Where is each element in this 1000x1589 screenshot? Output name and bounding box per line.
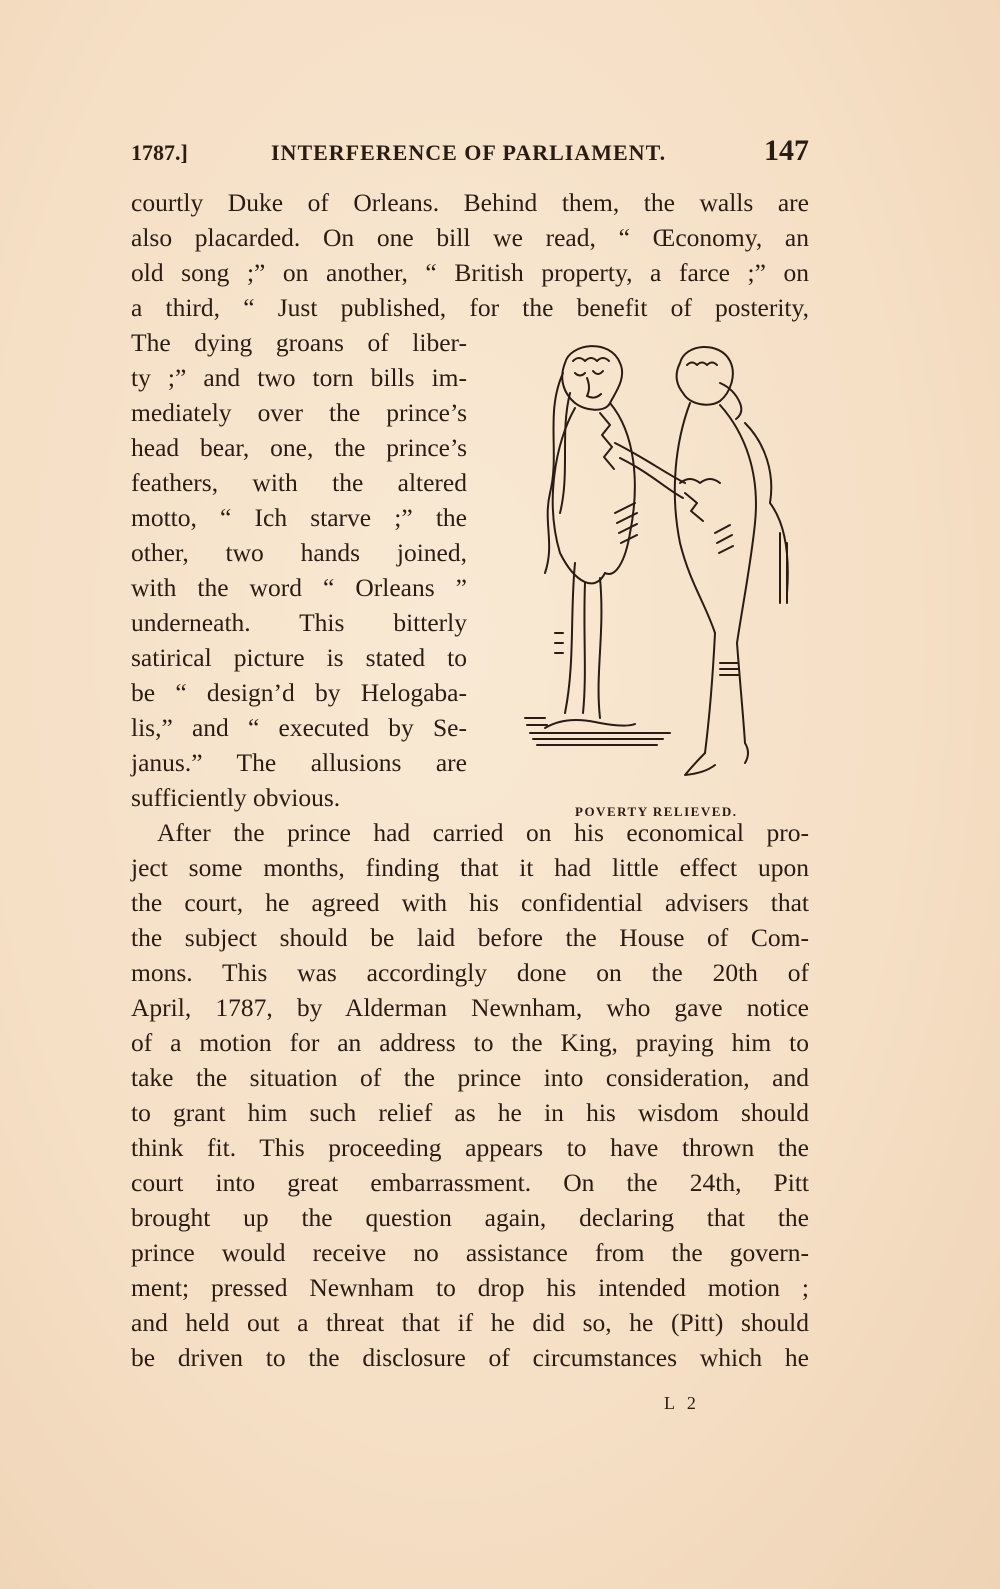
text-line: head bear, one, the prince’s (131, 433, 467, 462)
text-line: also placarded. On one bill we read, “ Œconomy, an (131, 223, 809, 252)
text-line: underneath. This bitterly (131, 608, 467, 637)
signature-mark: L 2 (664, 1393, 700, 1413)
text-line: be “ design’d by Helogaba- (131, 678, 467, 707)
text-line: janus.” The allusions are (131, 748, 467, 777)
text-line: old song ;” on another, “ British property, a farce ;” on (131, 258, 809, 287)
text-line: motto, “ Ich starve ;” the (131, 503, 467, 532)
illustration-caption: POVERTY RELIEVED. (575, 804, 738, 819)
text-line: The dying groans of liber- (131, 328, 467, 357)
header-year: 1787.] (131, 140, 188, 165)
poverty-relieved-illustration (515, 333, 805, 803)
text-line: a third, “ Just published, for the benefit of posterity, (131, 293, 809, 322)
text-line: the subject should be laid before the House of Com- (131, 923, 809, 952)
text-line: feathers, with the altered (131, 468, 467, 497)
text-line: to grant him such relief as he in his wisdom should (131, 1098, 809, 1127)
text-line: ty ;” and two torn bills im- (131, 363, 467, 392)
running-header (131, 136, 809, 176)
text-line: April, 1787, by Alderman Newnham, who gave notice (131, 993, 809, 1022)
text-line: take the situation of the prince into consideration, and (131, 1063, 809, 1092)
text-line: courtly Duke of Orleans. Behind them, the walls are (131, 188, 809, 217)
text-line: brought up the question again, declaring that the (131, 1203, 809, 1232)
text-line: sufficiently obvious. (131, 783, 341, 812)
text-line: of a motion for an address to the King, praying him to (131, 1028, 809, 1057)
text-line: mediately over the prince’s (131, 398, 467, 427)
text-line: mons. This was accordingly done on the 20th of (131, 958, 809, 987)
text-line: be driven to the disclosure of circumstances which he (131, 1343, 809, 1372)
text-line: satirical picture is stated to (131, 643, 467, 672)
text-line: the court, he agreed with his confidential advisers that (131, 888, 809, 917)
text-line: ment; pressed Newnham to drop his intended motion ; (131, 1273, 809, 1302)
text-line: After the prince had carried on his economical pro- (157, 818, 809, 847)
text-line: ject some months, finding that it had little effect upon (131, 853, 809, 882)
text-line: with the word “ Orleans ” (131, 573, 467, 602)
text-line: court into great embarrassment. On the 24th, Pitt (131, 1168, 809, 1197)
text-line: other, two hands joined, (131, 538, 467, 567)
text-line: and held out a threat that if he did so, he (Pitt) should (131, 1308, 809, 1337)
text-line: think fit. This proceeding appears to have thrown the (131, 1133, 809, 1162)
text-line: lis,” and “ executed by Se- (131, 713, 467, 742)
text-line: prince would receive no assistance from the govern- (131, 1238, 809, 1267)
header-title: INTERFERENCE OF PARLIAMENT. (271, 140, 667, 165)
page-number: 147 (764, 134, 809, 167)
